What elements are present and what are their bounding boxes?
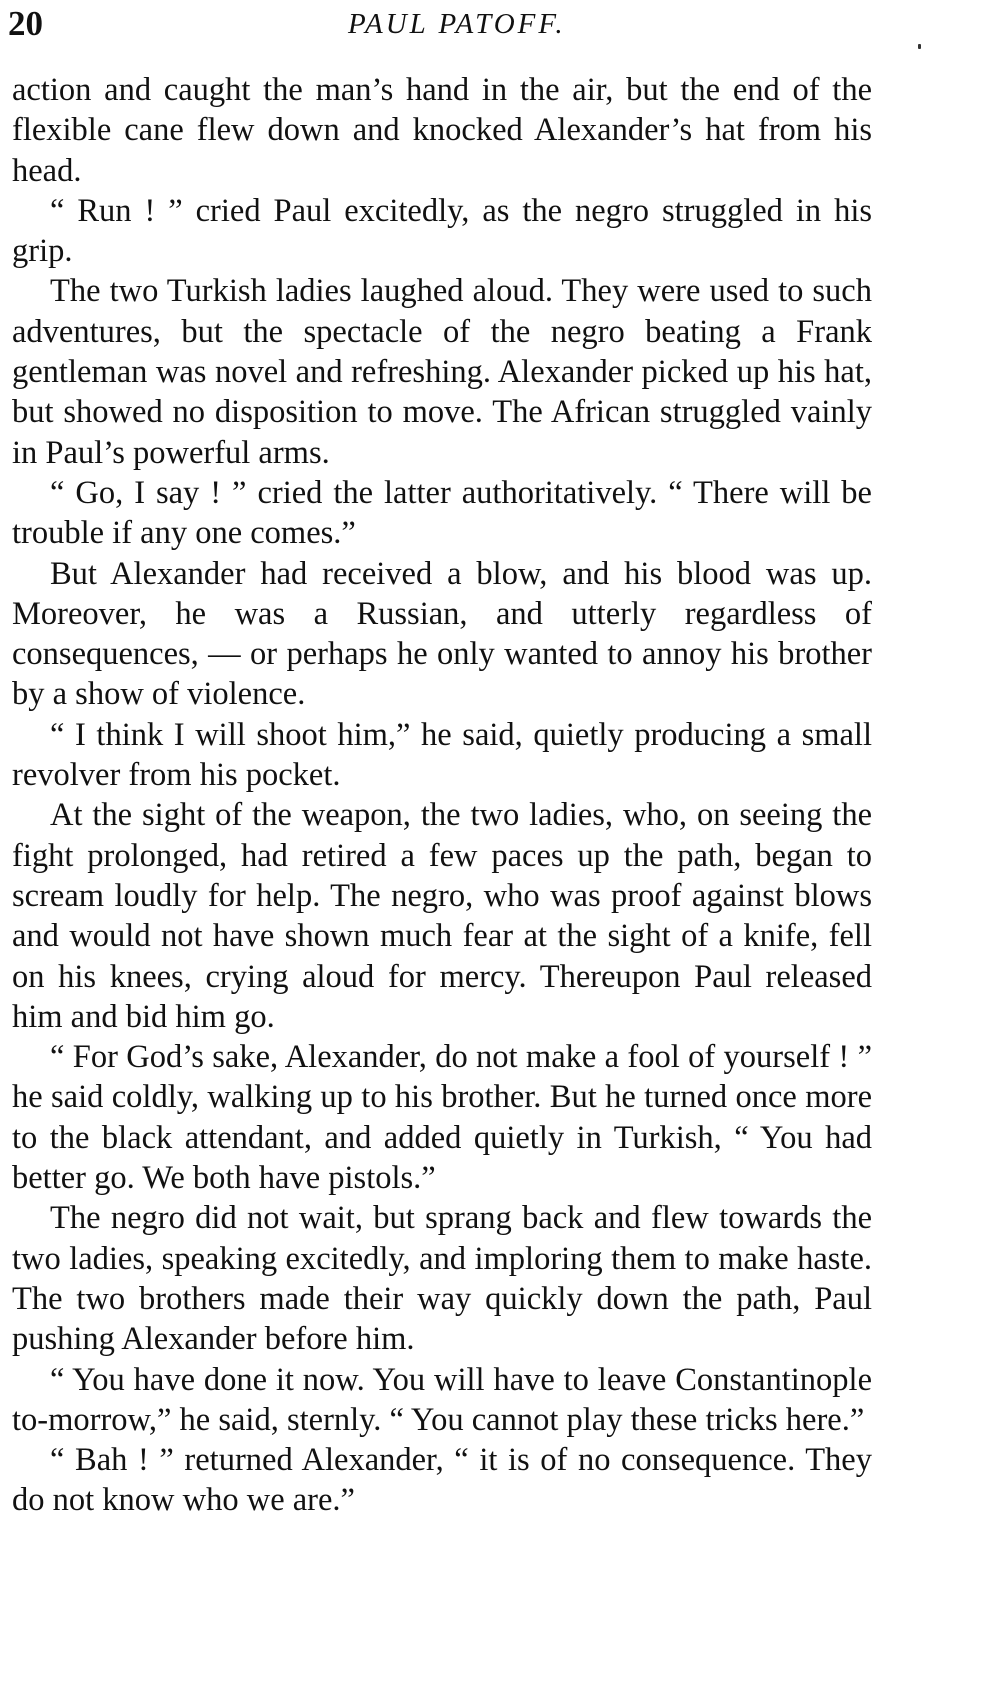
paragraph: “ I think I will shoot him,” he said, quietly producing a small revolver from his pocket. [12, 716, 872, 794]
paragraph: At the sight of the weapon, the two ladies, who, on seeing the fight prolonged, had retired a few paces up the path, began to scream loudly for help. The negro, who was proof against blows and would not have shown much fear at the sight of a knife, fell on his knees, crying aloud for mercy. Thereupon Paul released him and bid him go. [12, 797, 872, 1035]
page-number: 20 [8, 4, 43, 43]
paragraph: But Alexander had received a blow, and his blood was up. Moreover, he was a Russian, and utterly regardless of consequences, — or perhaps he only wanted to annoy his brother by a show of violence. [12, 555, 872, 713]
running-title: PAUL PATOFF. [348, 8, 566, 40]
paragraph: “ Go, I say ! ” cried the latter authoritatively. “ There will be trouble if any one comes.” [12, 474, 872, 552]
paragraph: The two Turkish ladies laughed aloud. They were used to such adventures, but the spectacle of the negro beating a Frank gentleman was novel and refreshing. Alexander picked up his hat, but showed no disposition to move. The African struggled vainly in Paul’s powerful arms. [12, 273, 872, 471]
body-text [12, 70, 872, 1521]
paragraph: “ Bah ! ” returned Alexander, “ it is of no consequence. They do not know who we are.” [12, 1442, 872, 1519]
paragraph: “ Run ! ” cried Paul excitedly, as the negro struggled in his grip. [12, 192, 872, 270]
paragraph: The negro did not wait, but sprang back and flew towards the two ladies, speaking excitedly, and imploring them to make haste. The two brothers made their way quickly down the path, Paul pushing Alexander before him. [12, 1200, 872, 1358]
paragraph: “ You have done it now. You will have to leave Constantinople to-morrow,” he said, sternly. “ You cannot play these tricks here.” [12, 1361, 872, 1438]
paragraph: action and caught the man’s hand in the air, but the end of the flexible cane flew down and knocked Alexander’s hat from his head. [12, 72, 872, 189]
print-speck [918, 44, 921, 49]
running-head [8, 2, 948, 54]
paragraph: “ For God’s sake, Alexander, do not make a fool of yourself ! ” he said coldly, walking up to his brother. But he turned once more to the black attendant, and added quietly in Turkish, “ You had better go. We both have pistols.” [12, 1039, 872, 1197]
